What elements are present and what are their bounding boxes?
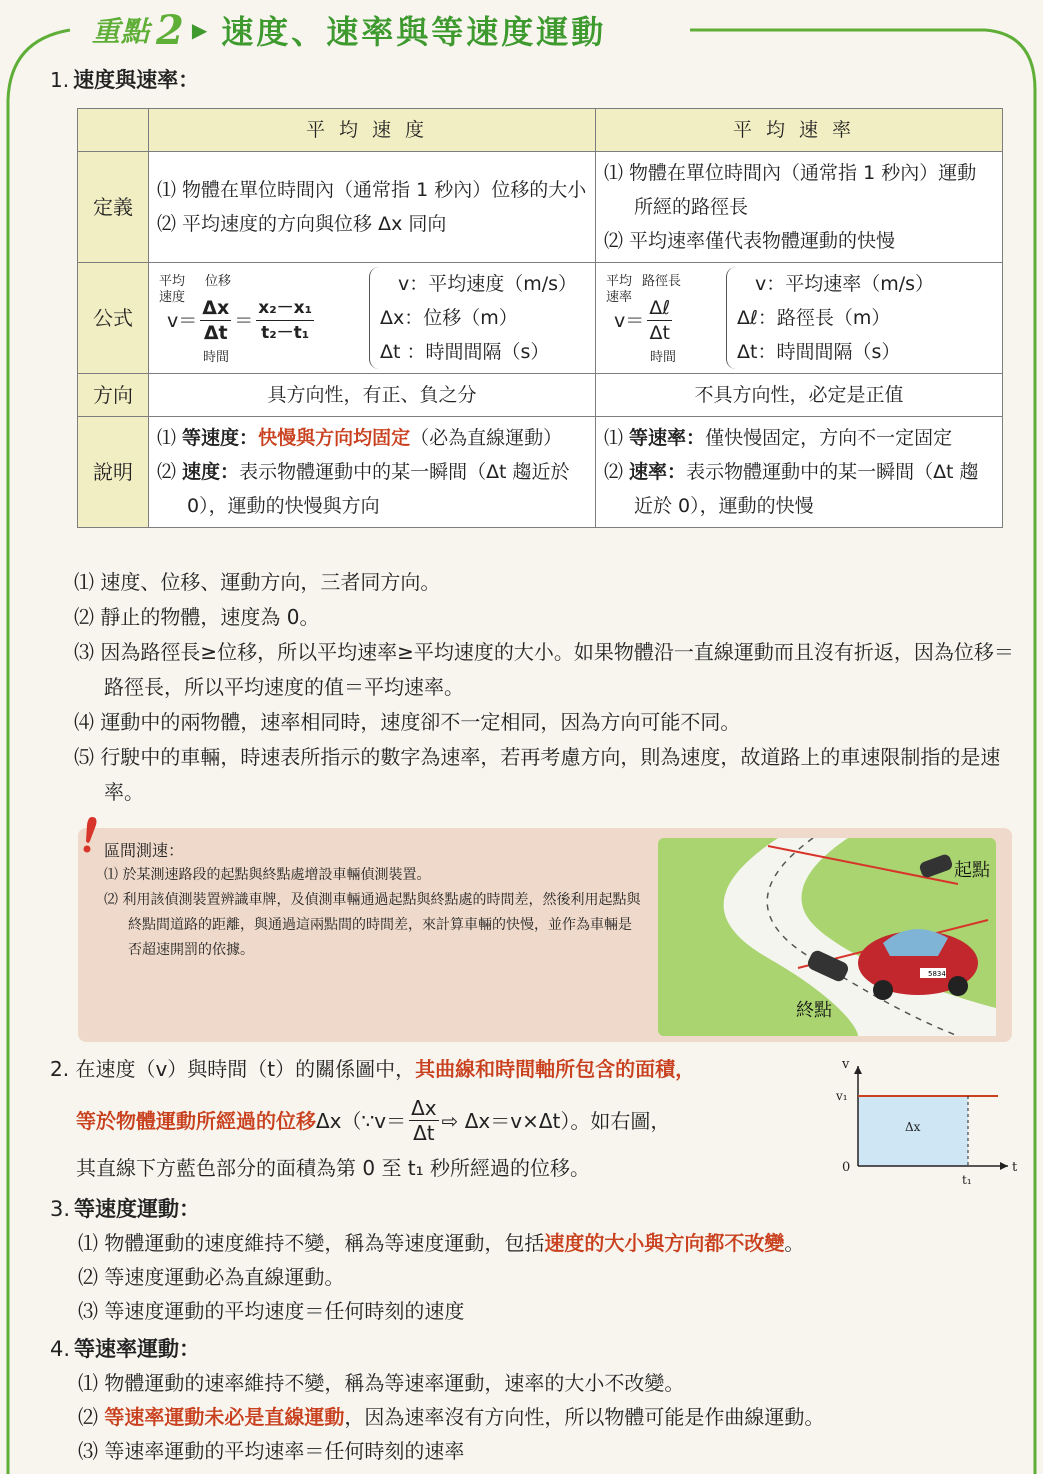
velocity-time-graph <box>830 1050 1020 1192</box>
y-axis-arrow-icon <box>854 1066 862 1074</box>
callout-item: ⑵ 利用該偵測裝置辨識車牌，及偵測車輛通過起點與終點處的時間差，然後利用起點與終點間道路的距離，與通過這兩點間的時間差，來計算車輛的快慢，並作為車輛是否超速開罰的依據。 <box>104 892 641 958</box>
column-header-average-velocity: 平均速度 <box>149 109 596 152</box>
formula-legend: v：平均速度（m/s） Δx：位移（m） Δt ：時間間隔（s） <box>369 267 577 369</box>
section-4: 4. 等速率運動： ⑴ 物體運動的速率維持不變，稱為等速率運動，速率的大小不改變。 ⑵ 等速率運動未必是直線運動，因為速率沒有方向性，所以物體可能是作曲線運動。 ⑶ 等速率運動的平均速率＝任何時刻的速率 <box>50 1337 825 1463</box>
note-item: ⑶ 因為路徑長≥位移，所以平均速率≥平均速度的大小。如果物體沿一直線運動而且沒有折返，因為位移＝路徑長，所以平均速度的值＝平均速率。 <box>74 640 1014 699</box>
exclamation-icon <box>78 815 104 855</box>
y-axis-label: v <box>842 1057 850 1072</box>
comparison-table <box>77 108 1003 528</box>
key-point-badge: 重點 <box>92 15 151 48</box>
row-label: 公式 <box>78 263 149 374</box>
cell-text: 具方向性，有正、負之分 <box>149 374 596 417</box>
x-tick-label: t₁ <box>962 1173 972 1187</box>
formula-legend: v：平均速率（m/s） Δℓ：路徑長（m） Δt：時間間隔（s） <box>726 267 934 369</box>
cell-text: ⑵ 速度：表示物體運動中的某一瞬間（Δt 趨近於 0），運動的快慢與方向 <box>157 461 570 517</box>
cell-text: 不具方向性，必定是正值 <box>596 374 1003 417</box>
cell-text: ⑵ 平均速率僅代表物體運動的快慢 <box>604 230 896 252</box>
velocity-formula: 平均 速度 位移 時間 v＝ $\frac{\Delta x}{\Delta t}$ ＝ $\frac{\text{x₂－x₁}}{\text{t₂－t₁}}$ v：平均速度（m/s） Δx：位移（m） Δt ：時間間隔（s） <box>157 267 587 369</box>
cell-text: ⑴ 等速率：僅快慢固定，方向不一定固定 <box>604 427 953 449</box>
key-point-number: 2 <box>156 6 184 54</box>
section-control-callout <box>78 828 1012 1042</box>
row-label: 說明 <box>78 417 149 528</box>
note-item: ⑵ 靜止的物體，速度為 0。 <box>74 605 320 629</box>
callout-item: ⑴ 於某測速路段的起點與終點處增設車輛偵測裝置。 <box>104 867 431 883</box>
note-item: ⑸ 行駛中的車輛，時速表所指示的數字為速率，若再考慮方向，則為速度，故道路上的車速限制指的是速率。 <box>74 745 1001 804</box>
table-row-explanation <box>78 417 1003 528</box>
cell-text: ⑵ 速率：表示物體運動中的某一瞬間（Δt 趨近於 0），運動的快慢 <box>604 461 979 517</box>
callout-title: 區間測速： <box>104 841 185 860</box>
notes-list <box>74 565 1014 810</box>
triangle-arrow-icon: ▶ <box>191 18 208 42</box>
x-axis-arrow-icon <box>1000 1162 1008 1170</box>
section-2: 2. 在速度（v）與時間（t）的關係圖中，其曲線和時間軸所包含的面積， 等於物體運動所經過的位移 Δx（∵v＝ $\frac{\Delta x}{\Delta t}$ ⇨ Δx＝v×Δt）。如右圖， 其直線下方藍色部分的面積為第 0 至 t₁ 秒所經過的位移。 <box>50 1057 696 1180</box>
table-row-direction <box>78 374 1003 417</box>
column-header-average-speed: 平均速率 <box>596 109 1003 152</box>
license-plate: 5834 <box>928 970 946 978</box>
note-item: ⑷ 運動中的兩物體，速率相同時，速度卻不一定相同，因為方向可能不同。 <box>74 710 741 734</box>
origin-label: 0 <box>842 1160 851 1175</box>
speed-camera-illustration <box>658 838 996 1036</box>
speed-formula: 平均 速率 路徑長 時間 v＝ $\frac{\text{Δℓ}}{\Delta t}$ v：平均速率（m/s） Δℓ：路徑長（m） Δt：時間間隔（s） <box>604 267 994 369</box>
page-title: 速度、速率與等速度運動 <box>221 13 607 51</box>
row-label: 定義 <box>78 152 149 263</box>
cell-text: ⑴ 等速度：快慢與方向均固定（必為直線運動） <box>157 427 563 449</box>
table-header-row <box>78 109 1003 152</box>
x-axis-label: t <box>1012 1160 1018 1175</box>
section-header <box>92 6 606 54</box>
y-tick-label: v₁ <box>836 1089 848 1103</box>
end-label: 終點 <box>796 1000 832 1021</box>
area-label: Δx <box>905 1120 921 1134</box>
cell-text: ⑴ 物體在單位時間內（通常指 1 秒內）運動所經的路徑長 <box>604 162 977 218</box>
section-3: 3. 等速度運動： ⑴ 物體運動的速度維持不變，稱為等速度運動，包括速度的大小與方向都不改變。 ⑵ 等速度運動必為直線運動。 ⑶ 等速度運動的平均速度＝任何時刻的速度 <box>50 1197 805 1323</box>
table-row-formula <box>78 263 1003 374</box>
row-label: 方向 <box>78 374 149 417</box>
start-label: 起點 <box>954 860 990 881</box>
table-row-definition <box>78 152 1003 263</box>
cell-text: ⑴ 物體在單位時間內（通常指 1 秒內）位移的大小 <box>157 179 587 201</box>
note-item: ⑴ 速度、位移、運動方向，三者同方向。 <box>74 570 441 594</box>
section-1-heading: 1. 速度與速率： <box>50 68 200 92</box>
cell-text: ⑵ 平均速度的方向與位移 Δx 同向 <box>157 213 447 235</box>
